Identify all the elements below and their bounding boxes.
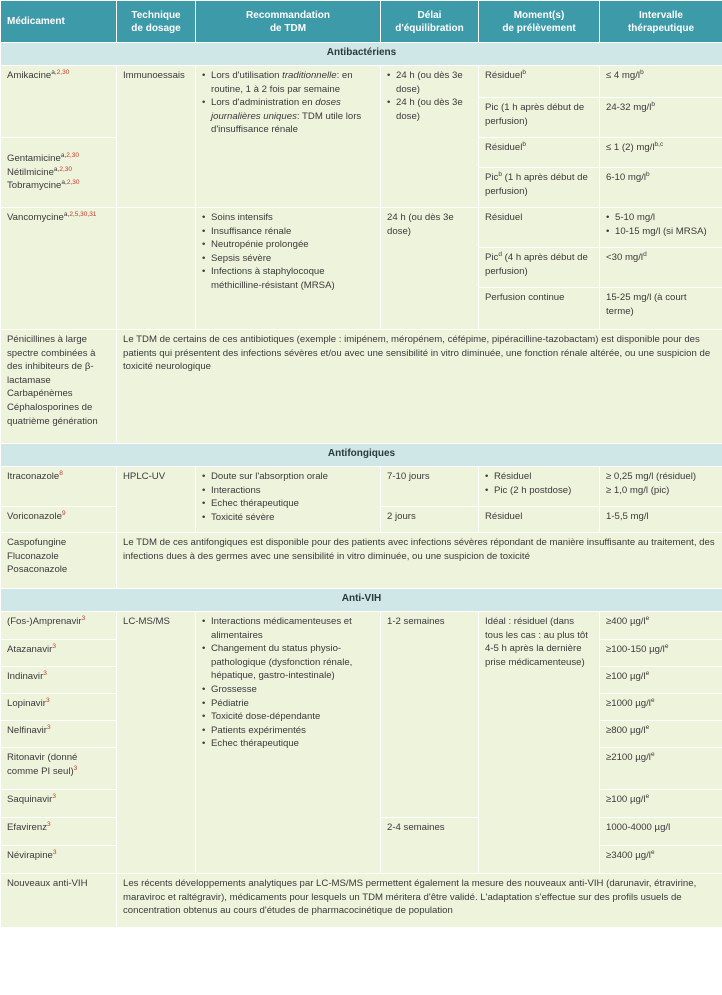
section-row [1, 589, 722, 612]
reco-antifongiques: • Doute sur l'absorption orale • Interactions • Echec thérapeutique • Toxicité sévère [196, 467, 381, 533]
header-recommandation: Recommandation de TDM [196, 1, 381, 43]
drug-name: Ritonavir (donné comme PI seul)$^3$ [1, 748, 117, 790]
reco-vancomycine: • Soins intensifs • Insuffisance rénale • Neutropénie prolongée • Sepsis sévère • Infections à staphylocoque méthicilline-résistant (MRSA) [196, 208, 381, 330]
moment-pic: Pic$^b$ (1 h après début de perfusion) [479, 168, 600, 208]
value-ami-res: ≤ 4 $mg/l^b$ [600, 66, 722, 98]
header-delai: Délai d'équilibration [381, 1, 479, 43]
drug-itraconazole: Itraconazole$^8$ [1, 467, 117, 507]
technique-hplc: HPLC-UV [117, 467, 196, 533]
table-row [1, 533, 722, 589]
header-technique: Technique de dosage [117, 1, 196, 43]
moment-residuel: Résiduel$^b$ [479, 66, 600, 98]
reco-antivih: • Interactions médicamenteuses et alimentaires • Changement du status physio-pathologique (dysfonction rénale, hépatique, gastro-intestinale) • Grossesse • Pédiatrie • Toxicité dose-dépendante • Patients expérimentés • Echec thérapeutique [196, 612, 381, 874]
reco-aminosides: • Lors d'utilisation traditionnelle: en routine, 1 à 2 fois par semaine • Lors d'administration en doses journalières uniques: TDM utile lors d'insuffisance rénale [196, 66, 381, 208]
moment-voriconazole: Résiduel [479, 507, 600, 533]
table-row [1, 467, 722, 507]
drug-name: Indinavir$^3$ [1, 667, 117, 694]
section-row [1, 444, 722, 467]
technique-lcms: LC-MS/MS [117, 612, 196, 874]
drug-name: (Fos-)Amprenavir$^3$ [1, 612, 117, 640]
value-antivih: ≥800 $\mu g/l^e$ [600, 721, 722, 748]
note-antifongiques: Le TDM de ces antifongiques est disponible pour des patients avec infections sévères répondant de manière insuffisante au traitement, des infections dues à des germes avec une sensibilité in vitro diminuée, ou une suspicion de toxicité [117, 533, 722, 589]
value-antivih: ≥1000 $\mu g/l^e$ [600, 694, 722, 721]
drug-amikacine: Amikacine$^{a,2,30}$ [1, 66, 117, 138]
value-itraconazole: ≥ 0,25 mg/l (résiduel) ≥ 1,0 mg/l (pic) [600, 467, 722, 507]
delai-itraconazole: 7-10 jours [381, 467, 479, 507]
value-vanco-perf: 15-25 mg/l (à court terme) [600, 288, 722, 330]
drug-nouveaux-antivih: Nouveaux anti-VIH [1, 874, 117, 928]
value-antivih: 1000-4000 µg/l [600, 818, 722, 846]
drug-vancomycine: Vancomycine$^{a,2,5,30,31}$ [1, 208, 117, 330]
section-row [1, 43, 722, 66]
technique-empty [117, 208, 196, 330]
table-row [1, 66, 722, 98]
value-ami-pic: 24-32 $mg/l^b$ [600, 98, 722, 138]
value-antivih: ≥3400 $\mu g/l^e$ [600, 846, 722, 874]
value-gen-res: ≤ 1 (2) $mg/l^{b,c}$ [600, 138, 722, 168]
header-intervalle: Intervalle thérapeutique [600, 1, 722, 43]
moment-itraconazole: • Résiduel • Pic (2 h postdose) [479, 467, 600, 507]
table-row [1, 612, 722, 640]
header-moment: Moment(s) de prélèvement [479, 1, 600, 43]
drug-caspofungine: Caspofungine Fluconazole Posaconazole [1, 533, 117, 589]
header-medicament: Médicament [1, 1, 117, 43]
drug-voriconazole: Voriconazole$^9$ [1, 507, 117, 533]
moment-pic: Pic$^d$ (4 h après début de perfusion) [479, 248, 600, 288]
moment-perfusion: Perfusion continue [479, 288, 600, 330]
moment-antivih: Idéal : résiduel (dans tous les cas : au plus tôt 4-5 h après la dernière prise médicamenteuse) [479, 612, 600, 874]
technique-immunoessais: Immunoessais [117, 66, 196, 208]
delai-antivih-2: 2-4 semaines [381, 818, 479, 874]
drug-name: Saquinavir$^3$ [1, 790, 117, 818]
section-antifongiques: Antifongiques [1, 444, 722, 467]
header-row [1, 1, 722, 43]
value-vanco-pic: <30 $mg/l^d$ [600, 248, 722, 288]
drug-name: Nelfinavir$^3$ [1, 721, 117, 748]
value-voriconazole: 1-5,5 mg/l [600, 507, 722, 533]
table-row [1, 874, 722, 928]
drug-gentamicine-group: Gentamicine$^{a,2,30}$ Nétilmicine$^{a,2,30}$ Tobramycine$^{a,2,30}$ [1, 138, 117, 208]
delai-aminosides: • 24 h (ou dès 3e dose) • 24 h (ou dès 3e dose) [381, 66, 479, 208]
section-antibacteriens: Antibactériens [1, 43, 722, 66]
value-vanco-res: • 5-10 mg/l • 10-15 mg/l (si MRSA) [600, 208, 722, 248]
section-antivih: Anti-VIH [1, 589, 722, 612]
drug-name: Lopinavir$^3$ [1, 694, 117, 721]
note-antivih: Les récents développements analytiques par LC-MS/MS permettent également la mesure des nouveaux anti-VIH (darunavir, étravirine, maraviroc et raltégravir), médicaments pour lesquels un TDM méritera d'être validé. L'adaptation s'effectue sur des profils usuels de concentration obtenus au cours d'études de pharmacocinétique de population [117, 874, 722, 928]
table-row [1, 208, 722, 248]
drug-name: Atazanavir$^3$ [1, 640, 117, 667]
value-antivih: ≥100 $\mu g/l^e$ [600, 667, 722, 694]
value-antivih: ≥2100 $\mu g/l^e$ [600, 748, 722, 790]
drug-penicillines: Pénicillines à large spectre combinées à des inhibiteurs de β-lactamase Carbapénèmes Céphalosporines de quatrième génération [1, 330, 117, 444]
moment-pic: Pic (1 h après début de perfusion) [479, 98, 600, 138]
value-antivih: ≥100 $\mu g/l^e$ [600, 790, 722, 818]
delai-antivih-1: 1-2 semaines [381, 612, 479, 818]
delai-voriconazole: 2 jours [381, 507, 479, 533]
drug-name: Névirapine$^3$ [1, 846, 117, 874]
note-penicillines: Le TDM de certains de ces antibiotiques (exemple : imipénem, méropénem, céfépime, pipéracilline-tazobactam) est disponible pour des patients qui présentent des infections sévères et/ou avec une sensibilité in vitro diminuée, une fonction rénale altérée, ou une suspicion de toxicité neurologique [117, 330, 722, 444]
table-row [1, 330, 722, 444]
drug-name: Efavirenz$^3$ [1, 818, 117, 846]
value-gen-pic: 6-10 $mg/l^b$ [600, 168, 722, 208]
moment-residuel: Résiduel [479, 208, 600, 248]
delai-vancomycine: 24 h (ou dès 3e dose) [381, 208, 479, 330]
value-antivih: ≥100-150 $\mu g/l^e$ [600, 640, 722, 667]
moment-residuel: Résiduel$^b$ [479, 138, 600, 168]
value-antivih: ≥400 $\mu g/l^e$ [600, 612, 722, 640]
